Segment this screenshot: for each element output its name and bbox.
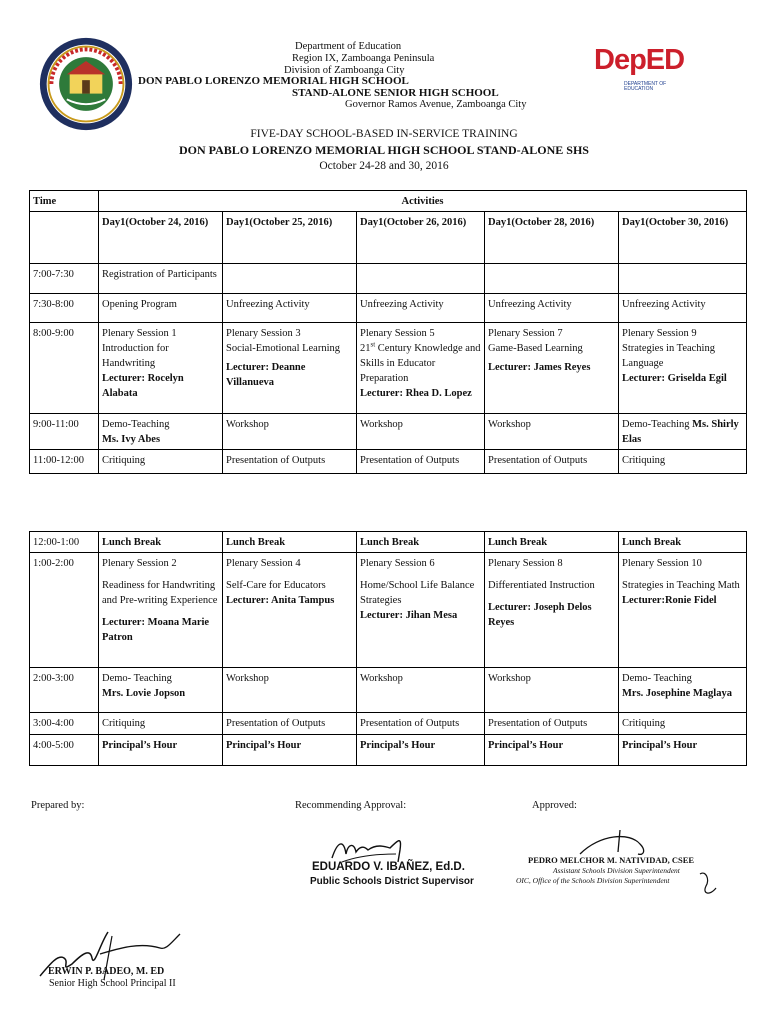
header-division: Division of Zamboanga City bbox=[284, 65, 405, 76]
demo-cell bbox=[99, 414, 223, 450]
prepared-title: Senior High School Principal II bbox=[49, 978, 176, 989]
table-row bbox=[30, 323, 747, 414]
activities-header: Activities bbox=[99, 191, 747, 212]
training-school: DON PABLO LORENZO MEMORIAL HIGH SCHOOL STAND-ALONE SHS bbox=[179, 143, 589, 157]
activity-cell: Unfreezing Activity bbox=[485, 294, 619, 323]
activity-cell: Presentation of Outputs bbox=[485, 713, 619, 735]
activity-cell: Lunch Break bbox=[619, 532, 747, 553]
activity-cell: Critiquing bbox=[99, 713, 223, 735]
activity-cell: Lunch Break bbox=[485, 532, 619, 553]
day-header: Day1(October 26, 2016) bbox=[357, 212, 485, 264]
session-title: Plenary Session 4 bbox=[226, 558, 301, 569]
header-department: Department of Education bbox=[295, 41, 402, 52]
activity-cell: Principal’s Hour bbox=[485, 735, 619, 766]
table-row bbox=[30, 553, 747, 668]
recommending-title: Public Schools District Supervisor bbox=[310, 876, 474, 887]
demo-cell bbox=[619, 414, 747, 450]
plenary-cell bbox=[223, 553, 357, 668]
session-title: Plenary Session 9 bbox=[622, 328, 697, 339]
training-dates: October 24-28 and 30, 2016 bbox=[319, 160, 449, 172]
table-row bbox=[30, 713, 747, 735]
session-lecturer: Lecturer: Rhea D. Lopez bbox=[360, 388, 472, 399]
demo-label: Demo- Teaching bbox=[102, 673, 172, 684]
header-school-name: DON PABLO LORENZO MEMORIAL HIGH SCHOOL bbox=[138, 75, 409, 87]
demo-teacher: Mrs. Josephine Maglaya bbox=[622, 688, 732, 699]
activity-cell: Workshop bbox=[223, 414, 357, 450]
activity-cell: Workshop bbox=[223, 668, 357, 713]
session-lecturer: Lecturer: Jihan Mesa bbox=[360, 610, 458, 621]
session-topic: Social-Emotional Learning bbox=[226, 343, 341, 354]
deped-logo-text: DepED bbox=[594, 44, 685, 76]
session-lecturer: Anita Tampus bbox=[268, 595, 335, 606]
table-row bbox=[30, 668, 747, 713]
session-title: Plenary Session 5 bbox=[360, 328, 435, 339]
session-lecturer: Lecturer: Deanne Villanueva bbox=[226, 362, 306, 388]
activity-cell: Unfreezing Activity bbox=[357, 294, 485, 323]
day-header: Day1(October 28, 2016) bbox=[485, 212, 619, 264]
time-cell: 8:00-9:00 bbox=[30, 323, 99, 414]
session-topic-superscript: st bbox=[370, 340, 376, 349]
plenary-cell bbox=[223, 323, 357, 414]
prepared-by-label: Prepared by: bbox=[31, 800, 85, 811]
session-title: Plenary Session 7 bbox=[488, 328, 563, 339]
plenary-cell bbox=[99, 323, 223, 414]
session-title: Plenary Session 2 bbox=[102, 558, 177, 569]
session-topic: Strategies in Teaching Language bbox=[622, 343, 715, 369]
session-lecturer: Lecturer: Griselda Egil bbox=[622, 373, 727, 384]
activity-cell: Critiquing bbox=[619, 450, 747, 474]
session-title: Plenary Session 10 bbox=[622, 558, 702, 569]
header-region: Region IX, Zamboanga Peninsula bbox=[292, 53, 435, 64]
session-lecturer: Lecturer:Ronie Fidel bbox=[622, 595, 717, 606]
table-row bbox=[30, 735, 747, 766]
demo-teacher: Ms. Shirly Elas bbox=[622, 419, 739, 445]
activity-cell bbox=[357, 264, 485, 294]
plenary-cell bbox=[357, 553, 485, 668]
activity-cell: Workshop bbox=[357, 414, 485, 450]
schedule-table-morning bbox=[29, 190, 747, 474]
activity-cell: Workshop bbox=[485, 414, 619, 450]
activity-cell: Presentation of Outputs bbox=[223, 450, 357, 474]
header-subschool-name: STAND-ALONE SENIOR HIGH SCHOOL bbox=[292, 87, 499, 99]
table-row bbox=[30, 264, 747, 294]
activity-cell: Registration of Participants bbox=[99, 264, 223, 294]
header-address: Governor Ramos Avenue, Zamboanga City bbox=[345, 99, 527, 110]
session-lecturer: Lecturer: Joseph Delos Reyes bbox=[488, 602, 592, 628]
deped-logo bbox=[594, 46, 694, 104]
demo-label: Demo-Teaching bbox=[102, 419, 170, 430]
training-title: FIVE-DAY SCHOOL-BASED IN-SERVICE TRAINING bbox=[250, 128, 518, 140]
time-cell: 3:00-4:00 bbox=[30, 713, 99, 735]
session-topic: Readiness for Handwriting and Pre-writing Experience bbox=[102, 580, 218, 606]
activity-cell: Lunch Break bbox=[99, 532, 223, 553]
session-lecturer: Lecturer: James Reyes bbox=[488, 362, 591, 373]
activity-cell: Principal’s Hour bbox=[223, 735, 357, 766]
activity-cell: Presentation of Outputs bbox=[357, 713, 485, 735]
plenary-cell bbox=[619, 553, 747, 668]
recommending-name: EDUARDO V. IBAÑEZ, Ed.D. bbox=[312, 861, 465, 873]
plenary-cell bbox=[99, 553, 223, 668]
demo-cell bbox=[99, 668, 223, 713]
approved-title-line2: OIC, Office of the Schools Division Superintendent bbox=[516, 876, 670, 885]
time-cell: 11:00-12:00 bbox=[30, 450, 99, 474]
activity-cell: Presentation of Outputs bbox=[485, 450, 619, 474]
plenary-cell bbox=[619, 323, 747, 414]
plenary-cell bbox=[485, 323, 619, 414]
time-header: Time bbox=[30, 191, 99, 212]
activity-cell: Lunch Break bbox=[357, 532, 485, 553]
session-lecturer-label: Lecturer: bbox=[226, 595, 269, 606]
approved-name: PEDRO MELCHOR M. NATIVIDAD, CSEE bbox=[528, 855, 695, 865]
session-topic-part: Century Knowledge and Skills in Educator Preparation bbox=[360, 343, 481, 384]
session-topic: Differentiated Instruction bbox=[488, 580, 595, 591]
table-row bbox=[30, 450, 747, 474]
session-topic bbox=[360, 341, 481, 386]
demo-teacher: Mrs. Lovie Jopson bbox=[102, 688, 186, 699]
day-header: Day1(October 30, 2016) bbox=[619, 212, 747, 264]
day-header: Day1(October 24, 2016) bbox=[99, 212, 223, 264]
session-topic: Game-Based Learning bbox=[488, 343, 583, 354]
time-cell: 12:00-1:00 bbox=[30, 532, 99, 553]
activity-cell bbox=[485, 264, 619, 294]
activity-cell: Workshop bbox=[357, 668, 485, 713]
day-header: Day1(October 25, 2016) bbox=[223, 212, 357, 264]
session-title: Plenary Session 3 bbox=[226, 328, 301, 339]
prepared-name: ERWIN P. BADEO, M. ED bbox=[48, 966, 165, 977]
demo-cell bbox=[619, 668, 747, 713]
activity-cell: Critiquing bbox=[619, 713, 747, 735]
recommending-approval-label: Recommending Approval: bbox=[295, 800, 407, 811]
activity-cell: Presentation of Outputs bbox=[357, 450, 485, 474]
session-topic: Self-Care for Educators bbox=[226, 580, 326, 591]
activity-cell: Presentation of Outputs bbox=[223, 713, 357, 735]
demo-teacher: Ms. Ivy Abes bbox=[102, 434, 161, 445]
activity-cell: Principal’s Hour bbox=[99, 735, 223, 766]
approved-title-line1: Assistant Schools Division Superintendent bbox=[553, 866, 680, 875]
activity-cell: Workshop bbox=[485, 668, 619, 713]
session-topic: Strategies in Teaching Math bbox=[622, 580, 740, 591]
activity-cell: Principal’s Hour bbox=[619, 735, 747, 766]
activity-cell bbox=[619, 264, 747, 294]
activity-cell: Principal’s Hour bbox=[357, 735, 485, 766]
time-cell: 1:00-2:00 bbox=[30, 553, 99, 668]
time-cell: 7:00-7:30 bbox=[30, 264, 99, 294]
time-cell: 7:30-8:00 bbox=[30, 294, 99, 323]
time-cell: 9:00-11:00 bbox=[30, 414, 99, 450]
time-cell: 2:00-3:00 bbox=[30, 668, 99, 713]
session-title: Plenary Session 1 bbox=[102, 328, 177, 339]
activity-cell: Unfreezing Activity bbox=[619, 294, 747, 323]
approved-label: Approved: bbox=[532, 800, 577, 811]
session-lecturer: Lecturer: Rocelyn Alabata bbox=[102, 373, 184, 399]
session-topic: Home/School Life Balance Strategies bbox=[360, 580, 475, 606]
plenary-cell bbox=[485, 553, 619, 668]
activity-cell bbox=[223, 264, 357, 294]
activity-cell: Critiquing bbox=[99, 450, 223, 474]
session-topic: Introduction for Handwriting bbox=[102, 343, 169, 369]
session-topic-part: 21 bbox=[360, 343, 371, 354]
activity-cell: Lunch Break bbox=[223, 532, 357, 553]
session-lecturer: Lecturer: Moana Marie Patron bbox=[102, 617, 210, 643]
deped-logo-subtext: DEPARTMENT OF EDUCATION bbox=[624, 81, 667, 92]
schedule-table-afternoon bbox=[29, 531, 747, 766]
session-title: Plenary Session 8 bbox=[488, 558, 563, 569]
table-row bbox=[30, 532, 747, 553]
activity-cell: Unfreezing Activity bbox=[223, 294, 357, 323]
demo-label: Demo- Teaching bbox=[622, 673, 692, 684]
demo-label: Demo-Teaching bbox=[622, 419, 693, 430]
plenary-cell bbox=[357, 323, 485, 414]
table-cell bbox=[30, 212, 99, 264]
time-cell: 4:00-5:00 bbox=[30, 735, 99, 766]
table-row bbox=[30, 414, 747, 450]
activity-cell: Opening Program bbox=[99, 294, 223, 323]
table-row bbox=[30, 294, 747, 323]
school-seal-logo bbox=[38, 36, 134, 132]
session-title: Plenary Session 6 bbox=[360, 558, 435, 569]
